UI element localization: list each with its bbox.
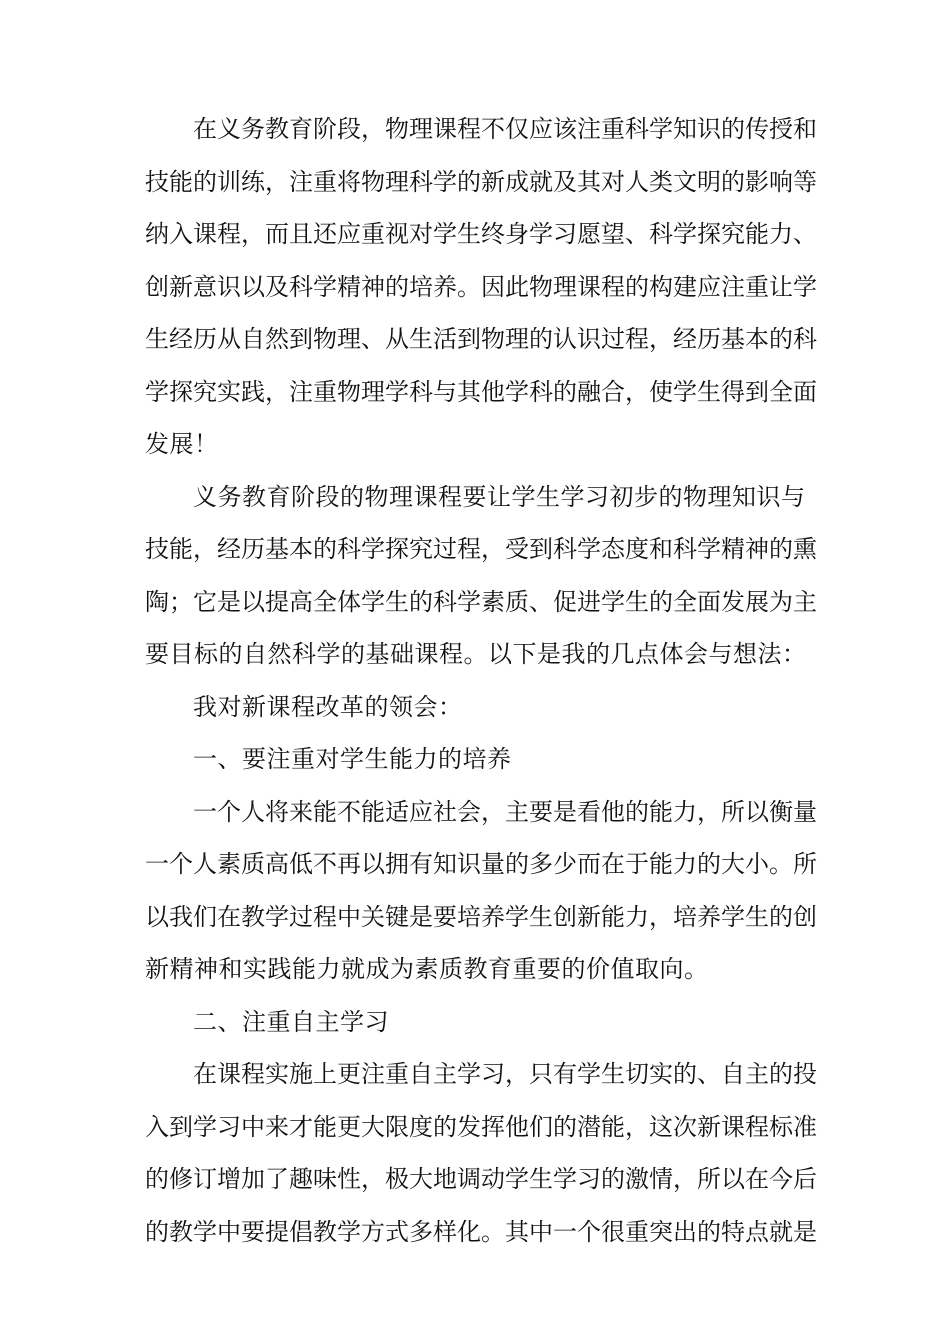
paragraph [145, 1048, 817, 1258]
text-line: 生经历从自然到物理、从生活到物理的认识过程，经历基本的科 [145, 325, 817, 353]
text-line: 要目标的自然科学的基础课程。以下是我的几点体会与想法： [145, 640, 807, 668]
text-line: 技能的训练，注重将物理科学的新成就及其对人类文明的影响等 [145, 167, 817, 196]
text-line: 新精神和实践能力就成为素质教育重要的价值取向。 [145, 955, 709, 983]
text-line: 一个人将来能不能适应社会，主要是看他的能力，所以衡量 [193, 797, 817, 826]
paragraph [145, 996, 817, 1049]
text-line: 以我们在教学过程中关键是要培养学生创新能力，培养学生的创 [145, 902, 817, 931]
text-line: 在义务教育阶段，物理课程不仅应该注重科学知识的传授和 [193, 115, 817, 143]
text-line: 陶；它是以提高全体学生的科学素质、促进学生的全面发展为主 [145, 587, 817, 616]
text-line: 二、注重自主学习 [193, 1007, 389, 1036]
text-line: 义务教育阶段的物理课程要让学生学习初步的物理知识与 [193, 482, 806, 511]
text-line: 入到学习中来才能更大限度的发挥他们的潜能，这次新课程标准 [145, 1112, 817, 1141]
text-line: 学探究实践，注重物理学科与其他学科的融合，使学生得到全面 [145, 377, 817, 406]
paragraph [145, 733, 817, 786]
text-line: 我对新课程改革的领会： [193, 692, 463, 721]
text-line: 的修订增加了趣味性，极大地调动学生学习的激情，所以在今后 [145, 1165, 817, 1193]
text-line: 发展！ [145, 430, 219, 458]
paragraph [145, 681, 817, 734]
text-line: 纳入课程，而且还应重视对学生终身学习愿望、科学探究能力、 [145, 220, 817, 248]
text-line: 一个人素质高低不再以拥有知识量的多少而在于能力的大小。所 [145, 850, 817, 878]
document-body [145, 103, 817, 1258]
text-line: 技能，经历基本的科学探究过程，受到科学态度和科学精神的熏 [145, 535, 817, 563]
paragraph [145, 471, 817, 681]
text-line: 的教学中要提倡教学方式多样化。其中一个很重突出的特点就是 [145, 1217, 817, 1246]
text-line: 一、要注重对学生能力的培养 [193, 745, 512, 773]
text-line: 创新意识以及科学精神的培养。因此物理课程的构建应注重让学 [145, 272, 817, 301]
text-line: 在课程实施上更注重自主学习，只有学生切实的、自主的投 [193, 1060, 817, 1088]
paragraph [145, 786, 817, 996]
paragraph [145, 103, 817, 471]
